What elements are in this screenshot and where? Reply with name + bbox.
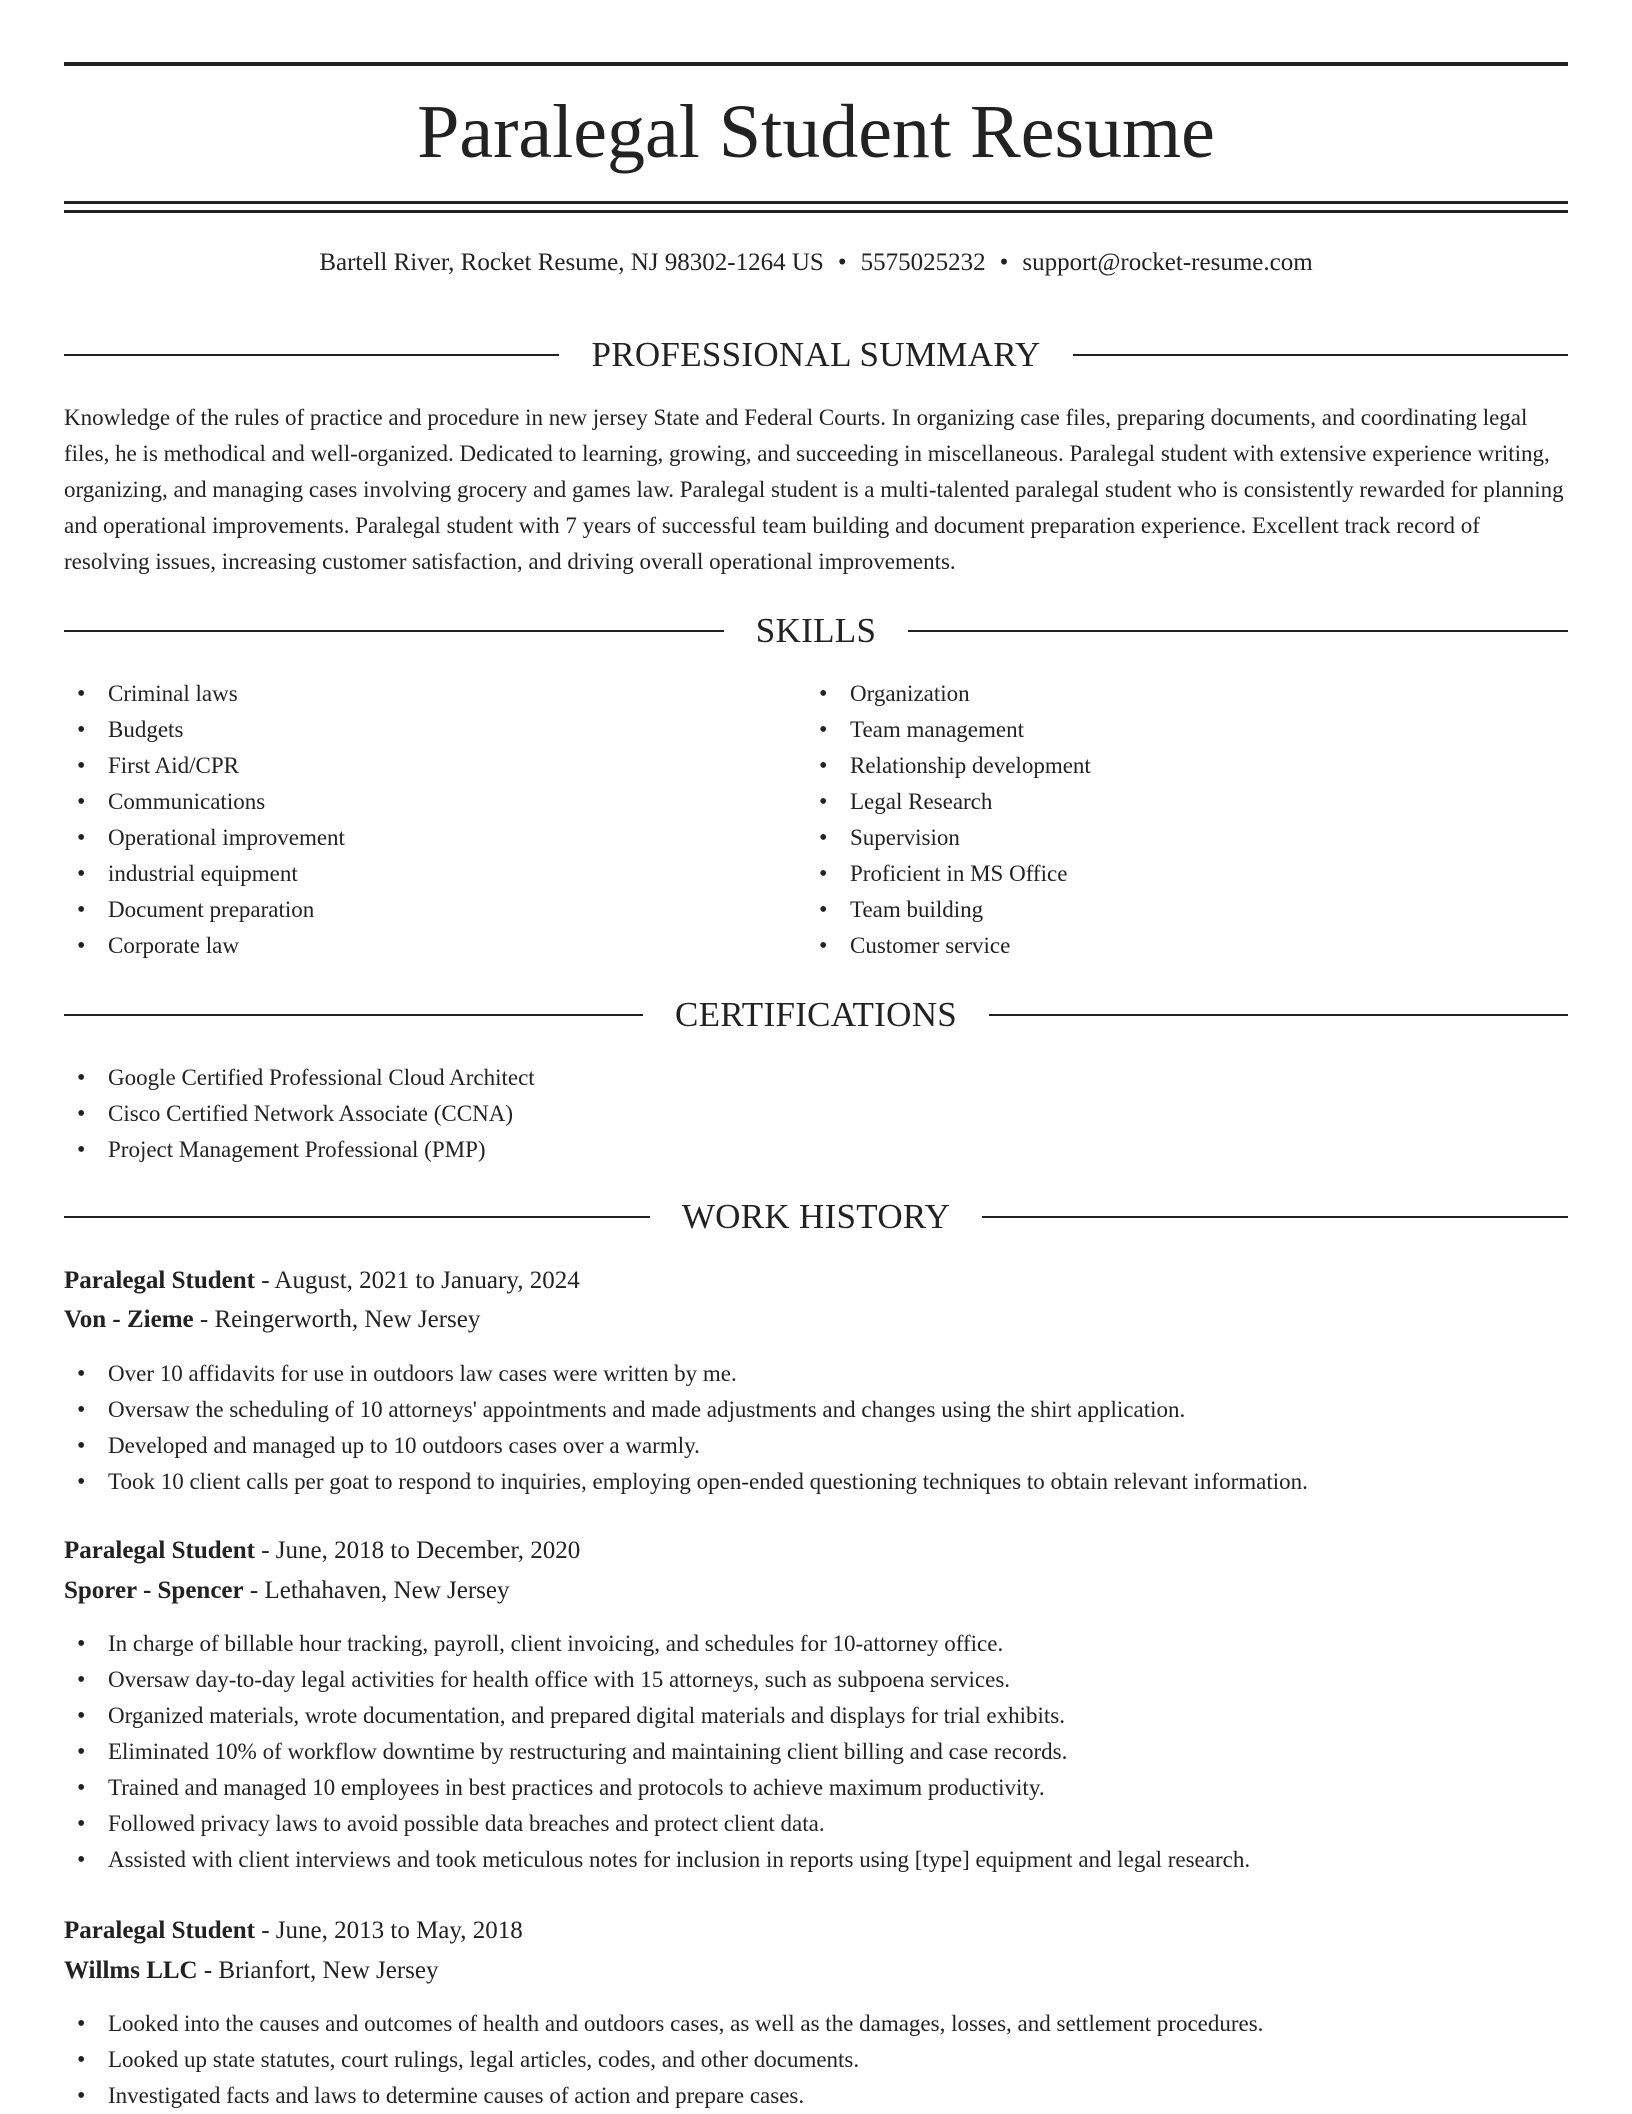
job-bullet: • Took 10 client calls per goat to respond to inquiries, employing open-ended questioning techniques to obtain relevant information. [64, 1464, 1568, 1500]
job-title-line [64, 1531, 1568, 1571]
certification-item: • Project Management Professional (PMP) [64, 1132, 1568, 1168]
contact-line [64, 247, 1568, 279]
job-location: - Lethahaven, New Jersey [249, 1577, 510, 1604]
job-company: Von - Zieme [64, 1306, 194, 1333]
job-title: Paralegal Student [64, 1917, 255, 1944]
job-bullet: • Looked up state statutes, court rulings, legal articles, codes, and other documents. [64, 2042, 1568, 2078]
skill-item: • Organization [806, 676, 1566, 712]
skill-item: • industrial equipment [64, 856, 804, 892]
job-bullet: • Assisted with client interviews and took meticulous notes for inclusion in reports using [type] equipment and legal research. [64, 1842, 1568, 1878]
job-bullet: • Trained and managed 10 employees in best practices and protocols to achieve maximum productivity. [64, 1770, 1568, 1806]
job-bullet: • Oversaw the scheduling of 10 attorneys' appointments and made adjustments and changes using the shirt application. [64, 1392, 1568, 1428]
job-location: - Reingerworth, New Jersey [199, 1306, 481, 1333]
heading-rule-left [64, 1216, 650, 1218]
certifications-heading [64, 995, 1568, 1035]
job-bullet: • Investigated facts and laws to determine causes of action and prepare cases. [64, 2078, 1568, 2114]
heading-rule-left [64, 1014, 643, 1016]
skills-list-left [64, 676, 804, 964]
skill-item: • Budgets [64, 712, 804, 748]
job-bullet: • In charge of billable hour tracking, payroll, client invoicing, and schedules for 10-attorney office. [64, 1626, 1568, 1662]
contact-separator: • [837, 249, 847, 276]
skills-list-right [806, 676, 1566, 964]
job-dates: - August, 2021 to January, 2024 [261, 1267, 580, 1294]
contact-email: support@rocket-resume.com [1022, 249, 1313, 276]
skill-item: • Corporate law [64, 928, 804, 964]
summary-text: Knowledge of the rules of practice and procedure in new jersey State and Federal Courts. In organizing case files, preparing documents, and coordinating legal files, he is methodical and well-organized. Dedicated to learning, growing, and succeeding in miscellaneous. Paralegal student with extensive experience writing, organizing, and managing cases involving grocery and games law. Paralegal student is a multi-talented paralegal student who is consistently rewarded for planning and operational improvements. Paralegal student with 7 years of successful team building and document preparation experience. Excellent track record of resolving issues, increasing customer satisfaction, and driving overall operational improvements. [64, 405, 1564, 574]
job-title: Paralegal Student [64, 1267, 255, 1294]
skills-heading-label: SKILLS [755, 611, 877, 650]
job-bullet: • Eliminated 10% of workflow downtime by restructuring and maintaining client billing and case records. [64, 1734, 1568, 1770]
skill-item: • Legal Research [806, 784, 1566, 820]
skill-item: • Communications [64, 784, 804, 820]
skill-item: • Operational improvement [64, 820, 804, 856]
job-company-line [64, 1951, 1568, 1991]
skill-item: • Proficient in MS Office [806, 856, 1566, 892]
heading-rule-right [908, 630, 1568, 632]
skill-item: • Supervision [806, 820, 1566, 856]
contact-separator: • [999, 249, 1009, 276]
job-dates: - June, 2013 to May, 2018 [261, 1917, 523, 1944]
certifications-list [64, 1060, 1568, 1168]
job-title: Paralegal Student [64, 1537, 255, 1564]
page-title: Paralegal Student Resume [417, 90, 1215, 174]
job-company-line [64, 1300, 1568, 1340]
certification-item: • Google Certified Professional Cloud Architect [64, 1060, 1568, 1096]
skills-heading [64, 611, 1568, 651]
job-company-line [64, 1571, 1568, 1611]
work-heading-label: WORK HISTORY [681, 1197, 951, 1236]
job-company: Willms LLC [64, 1957, 198, 1984]
job-bullet: • Looked into the causes and outcomes of health and outdoors cases, as well as the damages, losses, and settlement procedures. [64, 2006, 1568, 2042]
summary-heading-label: PROFESSIONAL SUMMARY [591, 335, 1041, 374]
job-title-line [64, 1261, 1568, 1301]
job-bullet: • Followed privacy laws to avoid possible data breaches and protect client data. [64, 1806, 1568, 1842]
job-bullets [64, 1356, 1568, 1500]
certification-item: • Cisco Certified Network Associate (CCNA) [64, 1096, 1568, 1132]
work-heading [64, 1197, 1568, 1237]
skill-item: • Team building [806, 892, 1566, 928]
top-rule [64, 62, 1568, 66]
heading-rule-right [1073, 354, 1568, 356]
skill-item: • Document preparation [64, 892, 804, 928]
heading-rule-right [989, 1014, 1568, 1016]
skill-item: • Team management [806, 712, 1566, 748]
certifications-heading-label: CERTIFICATIONS [674, 995, 958, 1034]
summary-heading [64, 335, 1568, 375]
job-title-line [64, 1911, 1568, 1951]
job-bullet: • Organized materials, wrote documentation, and prepared digital materials and displays for trial exhibits. [64, 1698, 1568, 1734]
skill-item: • Criminal laws [64, 676, 804, 712]
heading-rule-left [64, 630, 724, 632]
job-location: - Brianfort, New Jersey [203, 1957, 439, 1984]
job-bullets [64, 2006, 1568, 2114]
job-bullet: • Developed and managed up to 10 outdoors cases over a warmly. [64, 1428, 1568, 1464]
job-bullet: • Oversaw day-to-day legal activities for health office with 15 attorneys, such as subpoena services. [64, 1662, 1568, 1698]
job-dates: - June, 2018 to December, 2020 [261, 1537, 581, 1564]
skill-item: • First Aid/CPR [64, 748, 804, 784]
heading-rule-left [64, 354, 559, 356]
heading-rule-right [982, 1216, 1568, 1218]
contact-address: Bartell River, Rocket Resume, NJ 98302-1264 US [319, 249, 824, 276]
job-bullets [64, 1626, 1568, 1878]
contact-phone: 5575025232 [860, 249, 986, 276]
job-bullet: • Over 10 affidavits for use in outdoors law cases were written by me. [64, 1356, 1568, 1392]
resume-page [64, 0, 1568, 2108]
title-double-rule [64, 201, 1568, 213]
skill-item: • Relationship development [806, 748, 1566, 784]
job-company: Sporer - Spencer [64, 1577, 244, 1604]
skill-item: • Customer service [806, 928, 1566, 964]
